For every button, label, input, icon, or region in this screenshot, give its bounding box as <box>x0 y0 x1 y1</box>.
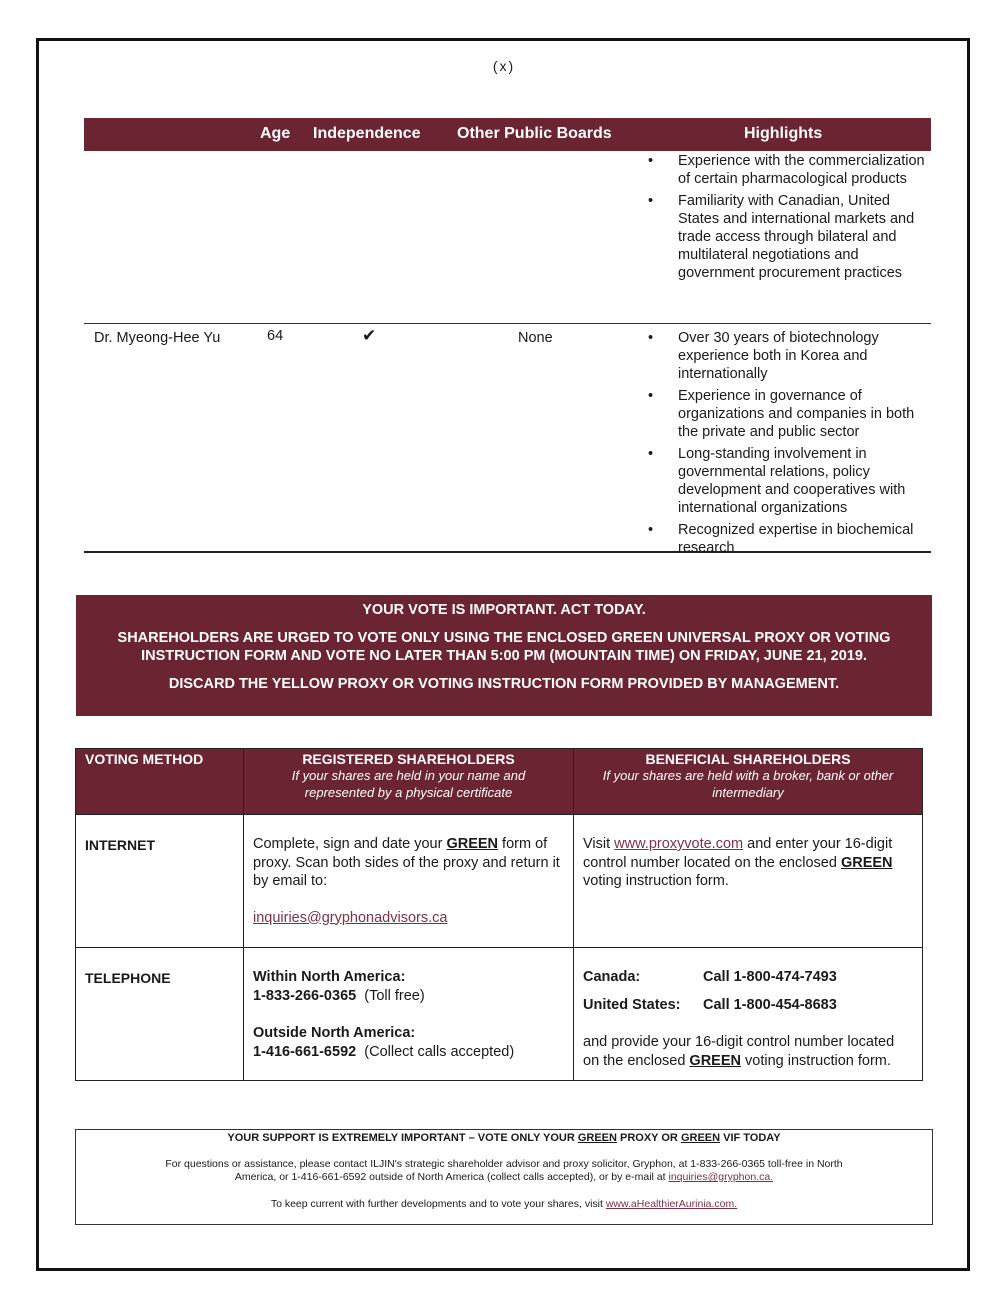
internet-registered-cell <box>244 815 574 948</box>
header-age: Age <box>260 125 291 142</box>
within-na-number: 1-833-266-0365 <box>253 987 357 1004</box>
checkmark-icon: ✔ <box>362 326 377 345</box>
text: PROXY OR <box>616 1132 681 1144</box>
us-number: Call 1-800-454-8683 <box>703 997 837 1013</box>
table-row <box>84 151 931 324</box>
header-beneficial <box>574 749 923 815</box>
director-other-boards: None <box>518 330 553 346</box>
vote-banner <box>76 595 932 716</box>
footer-website-link[interactable]: www.aHealthierAurinia.com. <box>605 1198 738 1210</box>
us-label: United States: <box>583 997 681 1013</box>
list-item: • Experience with the commercialization of certain pharmacological products <box>646 152 928 188</box>
green-emphasis: GREEN <box>840 854 893 871</box>
internet-beneficial-cell <box>574 815 923 948</box>
telephone-beneficial-text <box>583 1033 914 1070</box>
table-row <box>76 948 923 1081</box>
header-voting-method: VOTING METHOD <box>76 749 244 815</box>
text: voting instruction form. <box>741 1052 891 1069</box>
internet-registered-text <box>253 835 565 891</box>
header-registered-title: REGISTERED SHAREHOLDERS <box>302 751 515 767</box>
director-name: Dr. Myeong-Hee Yu <box>94 330 221 346</box>
footer-email-link[interactable]: inquiries@gryphon.ca. <box>668 1171 774 1183</box>
header-registered <box>244 749 574 815</box>
banner-title: YOUR VOTE IS IMPORTANT. ACT TODAY. <box>362 602 646 618</box>
footer-heading <box>76 1132 932 1144</box>
highlights-list <box>646 151 928 282</box>
support-footer <box>75 1129 933 1225</box>
banner-discard-notice: DISCARD THE YELLOW PROXY OR VOTING INSTRUCTION FORM PROVIDED BY MANAGEMENT. <box>168 676 840 692</box>
table-row <box>84 324 931 556</box>
text: voting instruction form. <box>583 873 729 889</box>
header-independence: Independence <box>313 125 421 142</box>
director-age: 64 <box>267 328 284 344</box>
directors-table-header <box>84 118 931 151</box>
method-telephone: TELEPHONE <box>76 948 244 1081</box>
green-emphasis: GREEN <box>680 1132 721 1144</box>
list-item: • Over 30 years of biotechnology experience both in Korea and internationally <box>646 329 928 383</box>
table-row <box>76 815 923 948</box>
directors-table <box>84 118 931 556</box>
header-highlights: Highlights <box>744 125 823 142</box>
header-other-boards: Other Public Boards <box>457 125 612 142</box>
voting-methods-table <box>75 748 923 1081</box>
text: YOUR SUPPORT IS EXTREMELY IMPORTANT – VOTE ONLY YOUR <box>227 1132 578 1144</box>
outside-na-number: 1-416-661-6592 <box>253 1043 357 1060</box>
page-number: (x) <box>492 58 516 74</box>
outside-na-note: (Collect calls accepted) <box>364 1043 515 1060</box>
within-na-label: Within North America: <box>253 969 406 985</box>
list-item: • Familiarity with Canadian, United States and international markets and trade access through bilateral and multilateral negotiations and government procurement practices <box>646 192 928 282</box>
highlights-list <box>646 324 928 557</box>
canada-label: Canada: <box>583 969 641 985</box>
method-internet: INTERNET <box>76 815 244 948</box>
proxyvote-link[interactable]: www.proxyvote.com <box>614 836 744 852</box>
footer-contact <box>76 1158 932 1184</box>
telephone-registered-cell <box>244 948 574 1081</box>
text: Complete, sign and date your <box>253 836 447 852</box>
header-registered-subtitle: If your shares are held in your name and represented by a physical certificate <box>291 768 526 800</box>
banner-instruction: SHAREHOLDERS ARE URGED TO VOTE ONLY USING THE ENCLOSED GREEN UNIVERSAL PROXY OR VOTING INSTRUCTION FORM AND VOTE NO LATER THAN 5:00 PM (MOUNTAIN TIME) ON FRIDAY, JUNE 21, 2019. <box>117 630 891 664</box>
header-beneficial-subtitle: If your shares are held with a broker, bank or other intermediary <box>602 768 894 800</box>
voting-table-header <box>76 749 923 815</box>
canada-number: Call 1-800-474-7493 <box>703 969 837 985</box>
list-item: • Recognized expertise in biochemical research <box>646 521 928 557</box>
green-emphasis: GREEN <box>577 1132 617 1144</box>
text: For questions or assistance, please contact ILJIN's strategic shareholder advisor and proxy solicitor, Gryphon, at 1-833-266-0365 toll-free in North America, or 1-416-661-6592 outside of North America (collect calls accepted), or by e-mail at <box>165 1158 843 1183</box>
text: Visit <box>583 836 615 852</box>
telephone-beneficial-cell <box>574 948 923 1081</box>
text: To keep current with further developments and to vote your shares, visit <box>270 1198 606 1210</box>
text: VIF TODAY <box>720 1132 781 1144</box>
green-emphasis: GREEN <box>446 836 499 852</box>
green-emphasis: GREEN <box>689 1052 741 1069</box>
text: and provide your 16-digit control number located on the enclosed <box>583 1034 895 1069</box>
list-item: • Long-standing involvement in governmental relations, policy development and cooperatives with international organizations <box>646 445 928 517</box>
footer-website <box>76 1198 932 1210</box>
text: and enter your 16-digit control number located on the enclosed <box>583 836 893 871</box>
header-beneficial-title: BENEFICIAL SHAREHOLDERS <box>645 751 851 767</box>
list-item: • Experience in governance of organizations and companies in both the private and public sector <box>646 387 928 441</box>
gryphon-email-link[interactable]: inquiries@gryphonadvisors.ca <box>253 909 448 926</box>
text: form of proxy. Scan both sides of the proxy and return it by email to: <box>253 836 560 889</box>
outside-na-label: Outside North America: <box>253 1025 416 1041</box>
within-na-note: (Toll free) <box>364 987 425 1004</box>
